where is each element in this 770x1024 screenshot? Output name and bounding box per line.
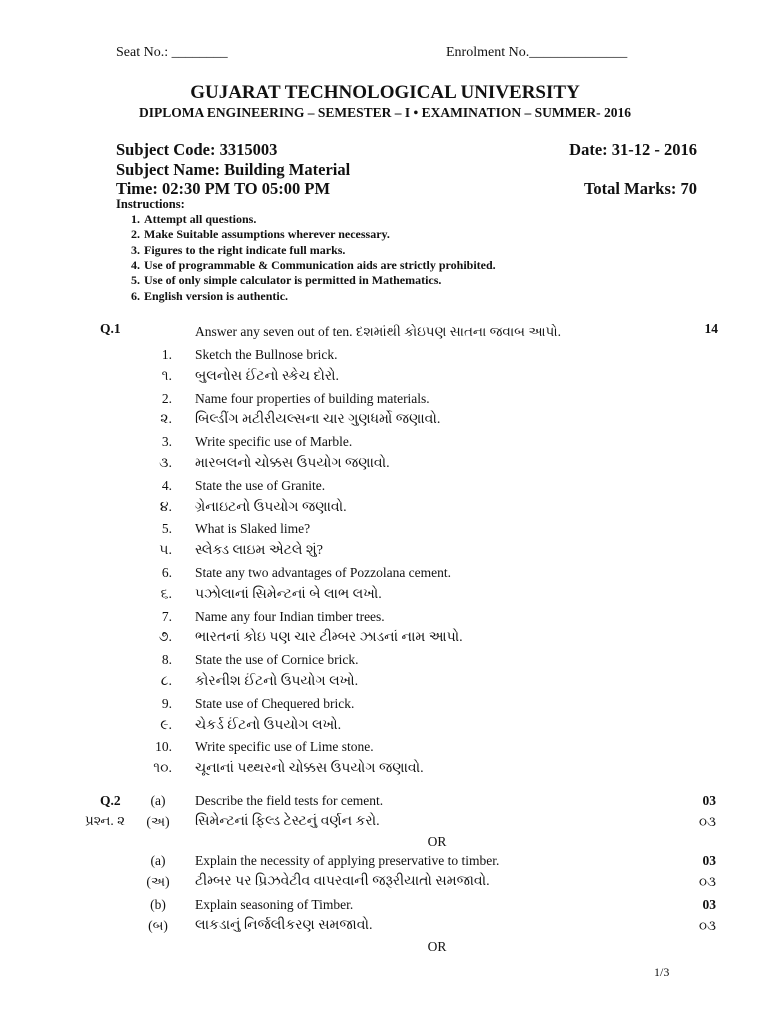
q1-item-text-gujarati: મારબલનો ચોક્કસ ઉપયોગ જણાવો. <box>195 456 390 471</box>
instruction-item <box>116 212 256 227</box>
instruction-number: 1. <box>131 212 140 226</box>
q1-item-number: 5. <box>161 521 172 537</box>
university-title: GUJARAT TECHNOLOGICAL UNIVERSITY <box>190 82 580 103</box>
exam-date: Date: 31-12 - 2016 <box>569 140 697 159</box>
q2-question: Explain the necessity of applying preservative to timber. <box>195 853 500 868</box>
q2-marks: ૦૩ <box>698 918 716 933</box>
q1-item-text-gujarati: ચેકર્ડ ઈંટનો ઉપયોગ લખો. <box>195 717 342 733</box>
q1-item-number: 9. <box>161 695 172 711</box>
q1-item-text: State use of Chequered brick. <box>195 695 355 711</box>
subject-name: Subject Name: Building Material <box>116 160 351 179</box>
instruction-text: Make Suitable assumptions wherever necessary. <box>144 227 390 242</box>
q1-marks: 14 <box>704 321 718 336</box>
or-divider: OR <box>427 834 447 849</box>
instruction-number: 3. <box>131 242 140 257</box>
q1-item-number: ૧૦. <box>153 761 172 777</box>
q1-item-text-gujarati: સ્લેક્ડ લાઇમ એટલે શું? <box>195 543 323 559</box>
seat-no: Seat No.: ________ <box>116 45 228 60</box>
q1-item-number: ૬. <box>160 586 172 602</box>
instruction-text: Attempt all questions. <box>144 212 257 226</box>
q2-label-gujarati: પ્રશ્ન. ૨ <box>85 813 126 828</box>
q1-item-text-gujarati: ગ્રેનાઇટનો ઉપયોગ જણાવો. <box>195 499 347 515</box>
q1-item-number: ૮. <box>160 674 172 689</box>
q1-item-number: ૨. <box>160 412 172 428</box>
q2-marks: ૦૩ <box>698 814 716 829</box>
q2-question-gujarati: લાકડાનું નિર્જલીકરણ સમજાવો. <box>195 918 373 933</box>
q2-marks: ૦૩ <box>698 874 716 889</box>
q1-label: Q.1 <box>100 321 121 336</box>
q1-item-number: 7. <box>161 608 172 624</box>
q1-item-text: Name any four Indian timber trees. <box>195 608 385 624</box>
q1-item-number: 3. <box>161 434 172 450</box>
q1-item-number: 1. <box>161 347 172 362</box>
q2-sub-label: (a) <box>150 853 166 868</box>
q1-item-text: Name four properties of building materials. <box>195 390 430 406</box>
q1-item-number: 2. <box>161 390 172 406</box>
q2-sub-label: (બ) <box>148 918 168 933</box>
q1-item-number: ૪. <box>159 499 172 515</box>
q1-item-number: ૧. <box>161 368 172 384</box>
or-divider-2: OR <box>427 939 447 954</box>
q1-item-text: State any two advantages of Pozzolana cement. <box>195 565 452 580</box>
instruction-text: Use of only simple calculator is permitted in Mathematics. <box>144 273 442 288</box>
instruction-number: 6. <box>131 288 140 303</box>
q1-item-number: 4. <box>161 477 172 493</box>
instruction-text: Use of programmable & Communication aids are strictly prohibited. <box>144 257 496 272</box>
q1-item-number: 6. <box>161 565 172 580</box>
q1-item-number: 8. <box>161 652 172 668</box>
subject-code: Subject Code: 3315003 <box>116 140 278 159</box>
instruction-item <box>116 289 288 304</box>
instructions-title: Instructions: <box>116 197 185 211</box>
q1-item-text-gujarati: પઝોલાનાં સિમેન્ટનાં બે લાભ લખો. <box>195 586 382 602</box>
q2-question: Describe the field tests for cement. <box>195 793 384 808</box>
q1-item-number: ૭. <box>158 630 172 646</box>
instruction-item <box>116 273 441 288</box>
page-number: 1/3 <box>654 965 670 979</box>
q2-sub-label: (અ) <box>146 814 170 829</box>
q1-item-text-gujarati: કોરનીશ ઈંટનો ઉપયોગ લખો. <box>195 674 359 689</box>
q1-item-text-gujarati: બિલ્ડીંગ મટીરીયલ્સના ચાર ગુણધર્મો જણાવો. <box>195 412 441 428</box>
q1-instruction: Answer any seven out of ten. દશમાંથી કોઇપણ સાતના જવાબ આપો. <box>195 324 562 339</box>
total-marks: Total Marks: 70 <box>583 179 697 198</box>
q1-item-text: State the use of Cornice brick. <box>195 652 359 668</box>
q1-item-text: Write specific use of Marble. <box>195 434 353 450</box>
q1-item-number: ૫. <box>159 543 172 559</box>
q1-item-text-gujarati: ભારતનાં કોઇ પણ ચાર ટીમ્બર ઝાડનાં નામ આપો. <box>195 630 463 646</box>
q2-marks: 03 <box>702 897 716 912</box>
q2-question-gujarati: ટીમ્બર પર પ્રિઝવેટીવ વાપરવાની જરૂરીયાતો સમજાવો. <box>195 874 490 889</box>
q1-item-number: ૯. <box>160 717 172 733</box>
q2-sub-label: (અ) <box>146 874 170 889</box>
q1-item-text: Sketch the Bullnose brick. <box>195 347 338 362</box>
q2-label: Q.2 <box>100 793 121 808</box>
instruction-item <box>116 243 345 258</box>
instruction-text: Figures to the right indicate full marks. <box>144 242 346 257</box>
instruction-text: English version is authentic. <box>144 288 289 303</box>
instruction-number: 4. <box>131 257 140 272</box>
q1-item-text: What is Slaked lime? <box>195 521 311 537</box>
q1-item-text-gujarati: બુલનોસ ઈંટનો સ્કેચ દોરો. <box>195 368 340 384</box>
instruction-item <box>116 227 390 242</box>
instruction-number: 2. <box>131 227 140 242</box>
q2-question: Explain seasoning of Timber. <box>195 897 354 912</box>
enrolment-no: Enrolment No.______________ <box>446 45 628 60</box>
exam-time: Time: 02:30 PM TO 05:00 PM <box>116 179 331 198</box>
q1-item-text: State the use of Granite. <box>195 477 326 493</box>
q1-item-text: Write specific use of Lime stone. <box>195 739 374 755</box>
q1-item-text-gujarati: ચૂનાનાં પથ્થરનો ચોક્કસ ઉપયોગ જણાવો. <box>195 761 424 777</box>
q2-sub-label: (b) <box>150 897 166 912</box>
q2-sub-label: (a) <box>150 793 166 808</box>
q1-item-number: 10. <box>155 739 172 755</box>
instruction-number: 5. <box>131 273 140 288</box>
exam-line: DIPLOMA ENGINEERING – SEMESTER – I • EXAMINATION – SUMMER- 2016 <box>138 105 632 120</box>
q1-item-number: ૩. <box>159 456 172 471</box>
q2-question-gujarati: સિમેન્ટનાં ફિલ્ડ ટેસ્ટનું વર્ણન કરો. <box>195 814 380 829</box>
instruction-item <box>116 258 496 273</box>
q2-marks: 03 <box>702 793 716 808</box>
q2-marks: 03 <box>702 853 716 868</box>
